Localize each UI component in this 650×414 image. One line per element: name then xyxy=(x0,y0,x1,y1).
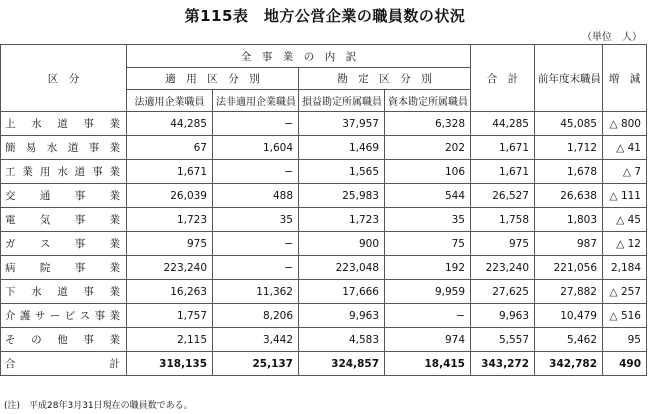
row-value: 11,362 xyxy=(213,280,299,304)
row-value: 1,757 xyxy=(127,304,213,328)
row-value: 9,963 xyxy=(471,304,535,328)
row-value: △ 12 xyxy=(603,232,647,256)
row-category: 合計 xyxy=(1,352,127,376)
header-change: 増 減 xyxy=(603,45,647,112)
header-sub-4: 資本勘定所属職員 xyxy=(385,90,471,112)
row-value: 75 xyxy=(385,232,471,256)
row-value: 343,272 xyxy=(471,352,535,376)
row-value: 490 xyxy=(603,352,647,376)
row-value: 987 xyxy=(535,232,603,256)
row-value: 37,957 xyxy=(299,112,385,136)
row-value: 44,285 xyxy=(471,112,535,136)
header-prev: 前年度末職員 xyxy=(535,45,603,112)
row-value: 544 xyxy=(385,184,471,208)
row-value: 221,056 xyxy=(535,256,603,280)
row-value: 106 xyxy=(385,160,471,184)
table-row xyxy=(1,112,647,136)
row-value: △ 7 xyxy=(603,160,647,184)
header-category: 区 分 xyxy=(1,45,127,112)
row-value: 202 xyxy=(385,136,471,160)
row-value: 26,039 xyxy=(127,184,213,208)
row-value: 26,527 xyxy=(471,184,535,208)
row-value: 1,671 xyxy=(127,160,213,184)
row-value: 25,983 xyxy=(299,184,385,208)
row-value: 488 xyxy=(213,184,299,208)
row-value: 900 xyxy=(299,232,385,256)
table-body xyxy=(1,112,647,376)
row-value: △ 111 xyxy=(603,184,647,208)
row-value: − xyxy=(213,232,299,256)
table-row xyxy=(1,280,647,304)
row-value: 223,048 xyxy=(299,256,385,280)
total-row xyxy=(1,352,647,376)
header-sub-3: 損益勘定所属職員 xyxy=(299,90,385,112)
row-value: 1,671 xyxy=(471,136,535,160)
row-value: 35 xyxy=(213,208,299,232)
row-value: 1,758 xyxy=(471,208,535,232)
table-row xyxy=(1,232,647,256)
row-value: 6,328 xyxy=(385,112,471,136)
table-row xyxy=(1,160,647,184)
footnote: (注) 平成28年3月31日現在の職員数である。 xyxy=(4,401,193,411)
row-value: 223,240 xyxy=(127,256,213,280)
row-value: 2,184 xyxy=(603,256,647,280)
header-breakdown: 全 事 業 の 内 訳 xyxy=(127,45,471,68)
unit-label: （単位 人） xyxy=(582,32,642,43)
table-row xyxy=(1,328,647,352)
row-value: 16,263 xyxy=(127,280,213,304)
row-category: 上水道事業 xyxy=(1,112,127,136)
header-tekiyo: 適 用 区 分 別 xyxy=(127,68,299,90)
row-value: △ 516 xyxy=(603,304,647,328)
row-value: 1,723 xyxy=(127,208,213,232)
staff-table xyxy=(0,44,647,376)
row-value: 67 xyxy=(127,136,213,160)
row-value: △ 45 xyxy=(603,208,647,232)
row-value: 8,206 xyxy=(213,304,299,328)
row-value: 2,115 xyxy=(127,328,213,352)
row-value: 975 xyxy=(471,232,535,256)
row-value: 1,604 xyxy=(213,136,299,160)
row-value: 1,678 xyxy=(535,160,603,184)
row-value: 1,469 xyxy=(299,136,385,160)
header-sub-1: 法適用企業職員 xyxy=(127,90,213,112)
row-value: − xyxy=(213,160,299,184)
row-value: − xyxy=(213,112,299,136)
table-row xyxy=(1,256,647,280)
row-value: 9,963 xyxy=(299,304,385,328)
row-category: 交通事業 xyxy=(1,184,127,208)
table-row xyxy=(1,136,647,160)
row-category: 下水道事業 xyxy=(1,280,127,304)
row-value: 318,135 xyxy=(127,352,213,376)
row-value: 25,137 xyxy=(213,352,299,376)
row-value: 27,882 xyxy=(535,280,603,304)
row-value: 223,240 xyxy=(471,256,535,280)
row-value: 17,666 xyxy=(299,280,385,304)
table-row xyxy=(1,304,647,328)
header-sub-2: 法非適用企業職員 xyxy=(213,90,299,112)
row-category: その他事業 xyxy=(1,328,127,352)
row-category: 電気事業 xyxy=(1,208,127,232)
header-kanjo: 勘 定 区 分 別 xyxy=(299,68,471,90)
row-value: 975 xyxy=(127,232,213,256)
row-value: − xyxy=(213,256,299,280)
header-total: 合 計 xyxy=(471,45,535,112)
row-value: 35 xyxy=(385,208,471,232)
row-value: 974 xyxy=(385,328,471,352)
row-value: △ 800 xyxy=(603,112,647,136)
row-category: 介護サービス事業 xyxy=(1,304,127,328)
row-value: 1,803 xyxy=(535,208,603,232)
table-row xyxy=(1,208,647,232)
row-value: 1,671 xyxy=(471,160,535,184)
row-category: 病院事業 xyxy=(1,256,127,280)
row-category: 工業用水道事業 xyxy=(1,160,127,184)
row-value: 10,479 xyxy=(535,304,603,328)
row-value: 44,285 xyxy=(127,112,213,136)
table-row xyxy=(1,184,647,208)
row-category: ガス事業 xyxy=(1,232,127,256)
row-value: 95 xyxy=(603,328,647,352)
row-value: 342,782 xyxy=(535,352,603,376)
row-value: 9,959 xyxy=(385,280,471,304)
row-value: 192 xyxy=(385,256,471,280)
row-value: △ 41 xyxy=(603,136,647,160)
row-category: 簡易水道事業 xyxy=(1,136,127,160)
row-value: 3,442 xyxy=(213,328,299,352)
row-value: 1,723 xyxy=(299,208,385,232)
row-value: 324,857 xyxy=(299,352,385,376)
row-value: 45,085 xyxy=(535,112,603,136)
row-value: 5,557 xyxy=(471,328,535,352)
row-value: △ 257 xyxy=(603,280,647,304)
row-value: 18,415 xyxy=(385,352,471,376)
row-value: 1,712 xyxy=(535,136,603,160)
table-title: 第115表 地方公営企業の職員数の状況 xyxy=(184,7,466,25)
row-value: 5,462 xyxy=(535,328,603,352)
row-value: 1,565 xyxy=(299,160,385,184)
row-value: 4,583 xyxy=(299,328,385,352)
row-value: 26,638 xyxy=(535,184,603,208)
row-value: 27,625 xyxy=(471,280,535,304)
row-value: − xyxy=(385,304,471,328)
